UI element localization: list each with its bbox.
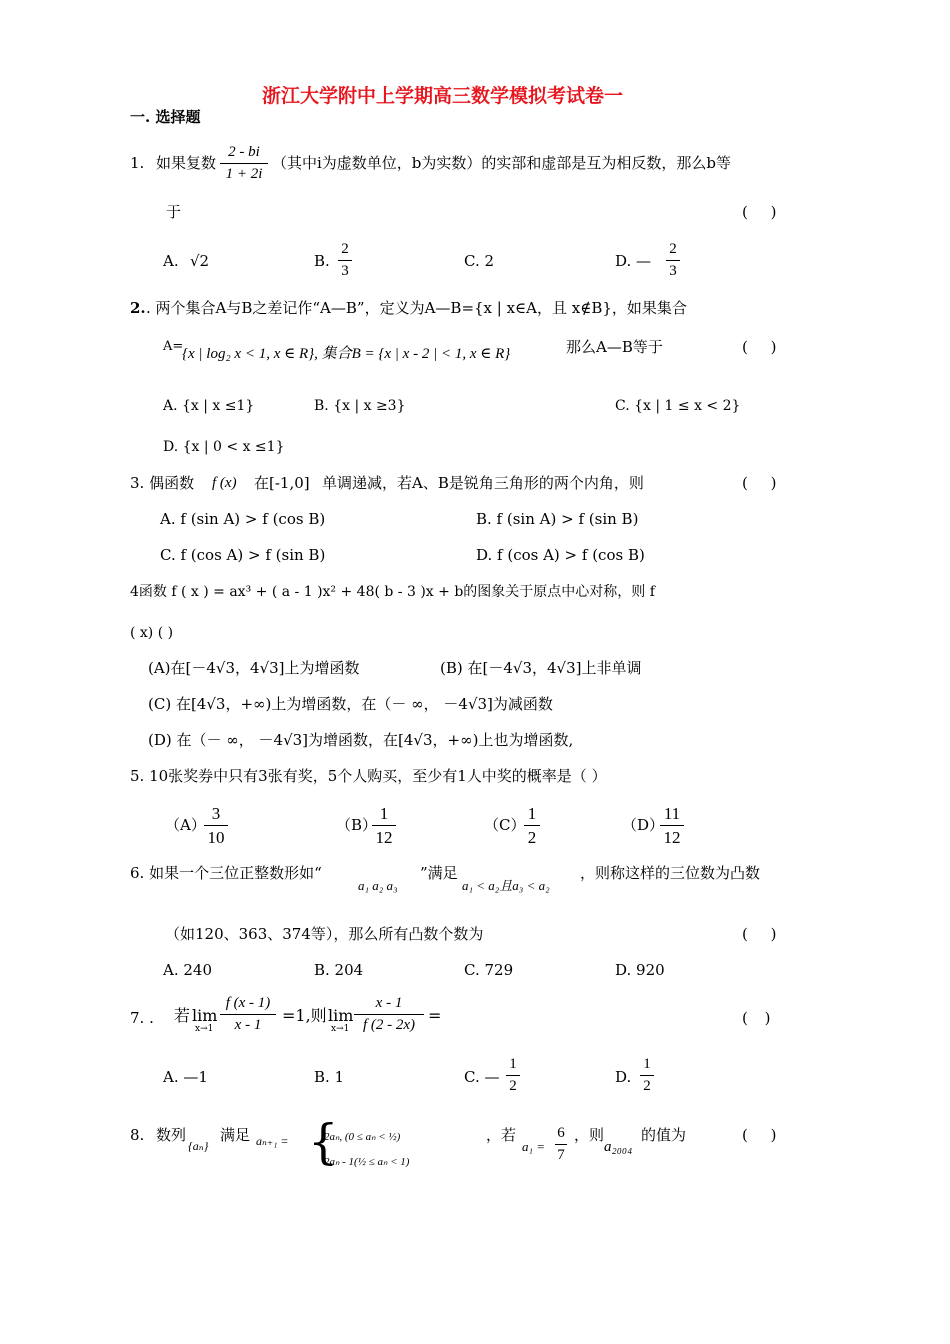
q5-d-num: 11 [663,804,681,823]
q8-post: 的值为 [641,1126,687,1144]
q2-line2-post: 那么A—B等于 [566,338,663,356]
q8-pre: 数列 [156,1126,187,1144]
q7-f1-num: f (x - 1) [225,995,271,1011]
q6-mid: ”满足 [420,864,458,882]
q2-set-definition: {x | log₂ x < 1, x ∈ R}, 集合B = {x | x - 2 | < 1, x ∈ R} [182,346,511,362]
q2-number: 2. [130,299,146,317]
q7-option-c-frac [506,1057,520,1094]
q7-ruo: 若 [174,1006,191,1025]
q6-post: ，则称这样的三位数为凸数 [580,864,761,882]
q1-option-a-value: √2 [190,252,210,270]
q1-cont: 于 [166,203,182,221]
q7-f1-den: x - 1 [234,1017,262,1033]
q8-target: a₂₀₀₄ [604,1139,633,1155]
q4-line2: ( x) ( ) [130,625,174,641]
q8-case-1: 2aₙ, (0 ≤ aₙ < ½) [324,1131,401,1143]
q7-fraction-1 [220,996,276,1033]
q8-a1-frac [555,1126,567,1163]
q3-post: 单调递减，若A、B是锐角三角形的两个内角，则 [322,474,644,492]
q5-text: 5. 10张奖券中只有3张有奖，5个人购买，至少有1人中奖的概率是（ ） [130,767,607,785]
q1-number: 1. [130,154,145,172]
q6-pre: 6. 如果一个三位正整数形如“ [130,864,322,882]
q1-option-d: D. — [615,252,652,270]
q1-option-b-frac [338,242,352,279]
q6-condition: a₁ < a₂且a₃ < a₂ [462,878,550,893]
q6-option-c: C. 729 [464,961,514,979]
q1-fraction [220,145,268,182]
q4-option-a: (A)在[－4√3，4√3]上为增函数 [148,659,360,677]
q8-case-2: 2aₙ - 1(½ ≤ aₙ < 1) [324,1156,410,1168]
q5-c-num: 1 [527,804,537,823]
q7-lim2: lim [328,1006,354,1025]
section-heading: 一. 选择题 [130,108,201,126]
q8-a1-den: 7 [557,1147,565,1163]
q1-frac-den: 1 + 2i [225,166,263,182]
q1-blank: ( ) [742,203,777,221]
q8-number: 8. [130,1126,145,1144]
q5-option-a: （A） [165,816,206,834]
q2-option-b: B. {x | x ≥3} [314,398,406,414]
q8-blank: ( ) [742,1126,777,1144]
q6-option-b: B. 204 [314,961,364,979]
q6-option-a: A. 240 [163,961,212,979]
q1-d-den: 3 [669,263,677,279]
q8-sequence: {aₙ} [188,1139,209,1153]
q8-a1-num: 6 [557,1125,565,1141]
q5-a-den: 10 [207,828,225,847]
q5-c-den: 2 [527,828,537,847]
q3-pre: 3. 偶函数 [130,474,195,492]
q7-eq2: = [428,1006,442,1025]
q6-line2: （如120、363、374等），那么所有凸数个数为 [165,925,484,943]
q7-option-d-frac [640,1057,654,1094]
q7-option-c: C. — [464,1068,500,1086]
q6-blank: ( ) [742,925,777,943]
q7-option-d: D. [615,1068,632,1086]
q5-b-den: 12 [375,828,393,847]
q1-b-num: 2 [341,241,349,257]
q8-ze: ，则 [574,1126,605,1144]
q5-option-c-frac [524,805,540,846]
q8-a1: a₁ = [522,1139,546,1154]
q7-number: 7. . [130,1009,154,1027]
q4-option-b: (B) 在[－4√3，4√3]上非单调 [440,659,642,677]
q5-option-d-frac [660,805,684,846]
q2-text: . 两个集合A与B之差记作“A—B”，定义为A—B={x | x∈A，且 x∉B}，如果集合 [146,299,687,317]
q6-form: a₁ a₂ a₃ [358,878,398,893]
q1-option-a: A. [163,252,179,270]
q5-option-d: （D） [622,816,665,834]
q5-a-num: 3 [211,804,221,823]
q3-blank: ( ) [742,474,777,492]
q4-option-d: (D) 在（－ ∞， －4√3]为增函数，在[4√3，+∞)上也为增函数, [148,731,574,749]
q4-line1: 4函数 f ( x ) = ax³ + ( a - 1 )x² + 48( b - 3 )x + b的图象关于原点中心对称，则 f [130,584,655,600]
q7-lim2-sub: x→1 [331,1024,350,1034]
q4-option-c: (C) 在[4√3，+∞)上为增函数，在（－ ∞， －4√3]为减函数 [148,695,553,713]
q7-option-b: B. 1 [314,1068,345,1086]
q8-brace: { [308,1114,339,1170]
q5-option-c: （C） [484,816,526,834]
q1-option-d-frac [666,242,680,279]
q3-option-c: C. f (cos A) > f (sin B) [160,546,326,564]
q2-blank: ( ) [742,338,777,356]
q5-option-a-frac [204,805,228,846]
q3-interval: 在[-1,0] [254,474,310,492]
q7-blank: ( ) [742,1009,771,1027]
q7-lim1: lim [192,1006,218,1025]
q3-function: f (x) [212,475,237,491]
q1-d-num: 2 [669,241,677,257]
q5-d-den: 12 [663,828,681,847]
q1-post: （其中i为虚数单位，b为实数）的实部和虚部是互为相反数，那么b等 [272,154,732,172]
q1-pre: 如果复数 [156,154,217,172]
q8-lhs: aₙ₊₁ = [256,1134,289,1148]
q5-b-num: 1 [379,804,389,823]
q7-f2-den: f (2 - 2x) [362,1017,416,1033]
q7-f2-num: x - 1 [375,995,403,1011]
q2-option-a: A. {x | x ≤1} [163,398,255,414]
q2-line2-pre: A= [163,339,184,354]
q3-option-b: B. f (sin A) > f (sin B) [476,510,639,528]
q7-c-den: 2 [509,1078,517,1094]
q5-option-b: （B） [336,816,378,834]
q2-option-c: C. {x | 1 ≤ x < 2} [615,398,741,414]
q5-option-b-frac [372,805,396,846]
q8-ruo: ，若 [486,1126,517,1144]
q3-option-d: D. f (cos A) > f (cos B) [476,546,645,564]
q1-frac-num: 2 - bi [228,144,260,160]
q7-d-den: 2 [643,1078,651,1094]
page-title: 浙江大学附中上学期高三数学模拟考试卷一 [262,85,624,107]
q7-d-num: 1 [643,1056,651,1072]
q3-option-a: A. f (sin A) > f (cos B) [160,510,326,528]
q7-fraction-2 [354,996,424,1033]
q1-option-b: B. [314,252,330,270]
q2-option-d: D. {x | 0 < x ≤1} [163,439,285,455]
q8-mid: 满足 [220,1126,251,1144]
q6-option-d: D. 920 [615,961,665,979]
q7-lim1-sub: x→1 [195,1024,214,1034]
q7-eq1: =1,则 [282,1006,327,1025]
q7-option-a: A. —1 [163,1068,208,1086]
q1-option-c: C. 2 [464,252,495,270]
q1-b-den: 3 [341,263,349,279]
q7-c-num: 1 [509,1056,517,1072]
